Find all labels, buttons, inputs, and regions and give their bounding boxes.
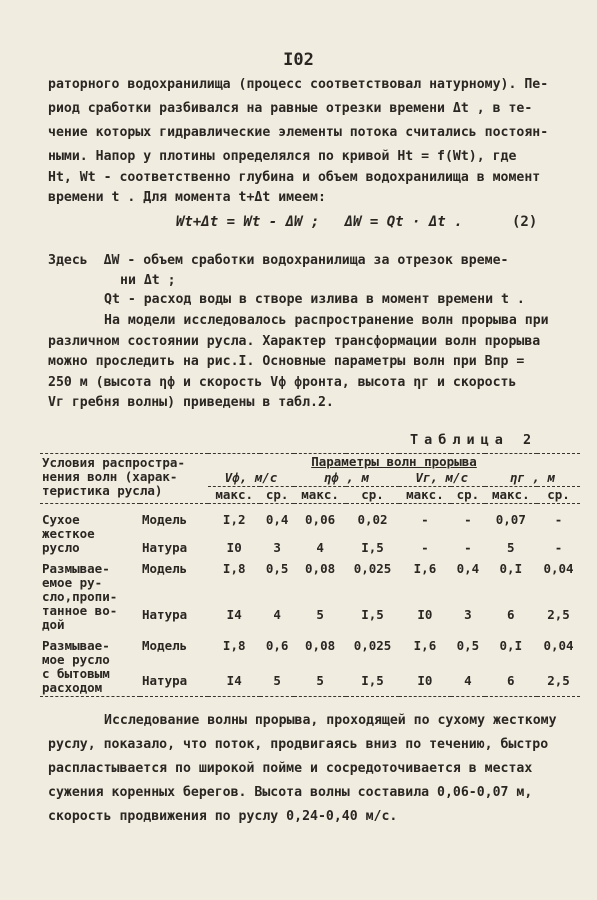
formula: Wt+Δt = Wt - ΔW ; ΔW = Qt · Δt . <box>176 214 463 230</box>
definition-line: Qt - расход воды в створе излива в момент времени t . <box>104 292 525 307</box>
param-header: Vг, м/с <box>415 470 468 485</box>
value-cell: 0,5 <box>265 561 289 576</box>
value-cell: I4 <box>226 607 242 622</box>
value-cell: 0,02 <box>357 512 388 527</box>
param-header: ηг , м <box>509 470 555 485</box>
value-cell: 0,07 <box>495 512 526 527</box>
value-cell: 6 <box>507 673 515 689</box>
value-cell: I0 <box>417 673 433 689</box>
kind-cell: Модель <box>142 561 188 576</box>
table-row <box>40 638 580 667</box>
value-cell: 0,4 <box>265 512 289 527</box>
text-line: можно проследить на рис.I. Основные параметры волн при Bпр = <box>48 354 525 369</box>
value-cell: I,6 <box>413 561 437 576</box>
group-header: Параметры волн прорыва <box>311 454 477 469</box>
kind-cell: Модель <box>142 638 188 653</box>
sub-header: ср. <box>265 487 289 502</box>
text-line: риод сработки разбивался на равные отрезки времени Δt , в те- <box>48 101 533 116</box>
value-cell: 5 <box>316 673 324 689</box>
value-cell: 0,04 <box>543 638 574 653</box>
definition-line: Здесь ΔW - объем сработки водохранилища за отрезок време- <box>48 253 509 268</box>
text-line: 250 м (высота ηф и скорость Vф фронта, высота ηг и скорость <box>48 375 517 390</box>
kind-cell: Натура <box>142 607 188 622</box>
value-cell: 2,5 <box>547 673 570 689</box>
value-cell: - <box>421 540 429 555</box>
value-cell: I,6 <box>413 638 437 653</box>
value-cell: I,8 <box>222 561 246 576</box>
value-cell: I,5 <box>361 673 384 689</box>
text-line: Vг гребня волны) приведены в табл.2. <box>48 395 334 410</box>
value-cell: 4 <box>316 540 324 555</box>
value-cell: 0,025 <box>353 561 392 576</box>
value-cell: - <box>554 540 563 555</box>
value-cell: 0,06 <box>305 512 336 527</box>
sub-header: ср. <box>547 487 570 502</box>
value-cell: I0 <box>226 540 242 555</box>
value-cell: 5 <box>316 607 324 622</box>
text-line: сужения коренных берегов. Высота волны составила 0,06-0,07 м, <box>48 785 533 800</box>
value-cell: I,2 <box>222 512 246 527</box>
formula-number: (2) <box>512 214 538 230</box>
condition-cell: Размывае- емое ру- сло,пропи- танное во- дой <box>42 561 118 632</box>
text-line: На модели исследовалось распространение волн прорыва при <box>104 313 549 328</box>
value-cell: - <box>421 512 429 527</box>
value-cell: 4 <box>273 607 281 622</box>
sub-header: ср. <box>361 487 384 502</box>
value-cell: I4 <box>226 673 242 689</box>
text-line: чение которых гидравлические элементы потока считались постоян- <box>48 125 549 140</box>
value-cell: I,5 <box>361 540 384 555</box>
condition-header: Условия распростра- нения волн (харак- теристика русла) <box>42 455 185 498</box>
text-line: Ht, Wt - соответственно глубина и объем водохранилища в момент <box>48 170 541 185</box>
table-row <box>40 561 580 597</box>
param-header: Vф, м/с <box>224 470 278 485</box>
text-line: скорость продвижения по руслу 0,24-0,40 м/с. <box>48 809 398 824</box>
kind-cell: Натура <box>142 673 188 689</box>
value-cell: 0,08 <box>305 561 336 576</box>
value-cell: 5 <box>273 673 281 689</box>
table-row <box>40 512 580 534</box>
page-number: I02 <box>283 50 314 70</box>
text-line: раторного водохранилища (процесс соответствовал натурному). Пе- <box>48 77 549 92</box>
value-cell: I,8 <box>222 638 246 653</box>
value-cell: - <box>464 512 472 527</box>
text-line: ными. Напор у плотины определялся по кривой Ht = f(Wt), где <box>48 149 517 164</box>
table-caption: Таблица 2 <box>410 432 538 448</box>
value-cell: I,5 <box>361 607 384 622</box>
value-cell: 4 <box>464 673 472 689</box>
sub-header: макс. <box>406 487 444 502</box>
value-cell: 0,5 <box>456 638 480 653</box>
value-cell: - <box>464 540 472 555</box>
value-cell: 0,08 <box>305 638 336 653</box>
table-header-row <box>40 454 580 471</box>
value-cell: - <box>554 512 563 527</box>
kind-cell: Модель <box>142 512 188 527</box>
value-cell: 0,04 <box>543 561 574 576</box>
value-cell: 0,025 <box>353 638 392 653</box>
sub-header: макс. <box>491 487 530 502</box>
value-cell: 2,5 <box>547 607 570 622</box>
condition-cell: Размывае- мое русло с бытовым расходом <box>42 638 110 695</box>
condition-cell: Сухое жесткое русло <box>42 512 95 555</box>
value-cell: 6 <box>507 607 515 622</box>
sub-header: макс. <box>215 487 254 502</box>
value-cell: 3 <box>273 540 281 555</box>
text-line: Исследование волны прорыва, проходящей по сухому жесткому <box>104 713 557 728</box>
definition-line: ни Δt ; <box>120 273 176 288</box>
sub-header: ср. <box>456 487 480 502</box>
text-line: различном состоянии русла. Характер трансформации волн прорыва <box>48 334 541 349</box>
text-line: времени t . Для момента t+Δt имеем: <box>48 190 326 205</box>
sub-header: макс. <box>301 487 339 502</box>
kind-cell: Натура <box>142 540 188 555</box>
value-cell: 0,6 <box>265 638 289 653</box>
value-cell: 3 <box>464 607 472 622</box>
parameters-table <box>40 453 580 697</box>
value-cell: 5 <box>507 540 515 555</box>
value-cell: I0 <box>417 607 433 622</box>
param-header: ηф , м <box>323 470 369 485</box>
text-line: руслу, показало, что поток, продвигаясь вниз по течению, быстро <box>48 737 549 752</box>
value-cell: 0,4 <box>456 561 480 576</box>
text-line: распластывается по широкой пойме и сосредоточивается в местах <box>48 761 533 776</box>
value-cell: 0,I <box>499 638 523 653</box>
value-cell: 0,I <box>499 561 523 576</box>
